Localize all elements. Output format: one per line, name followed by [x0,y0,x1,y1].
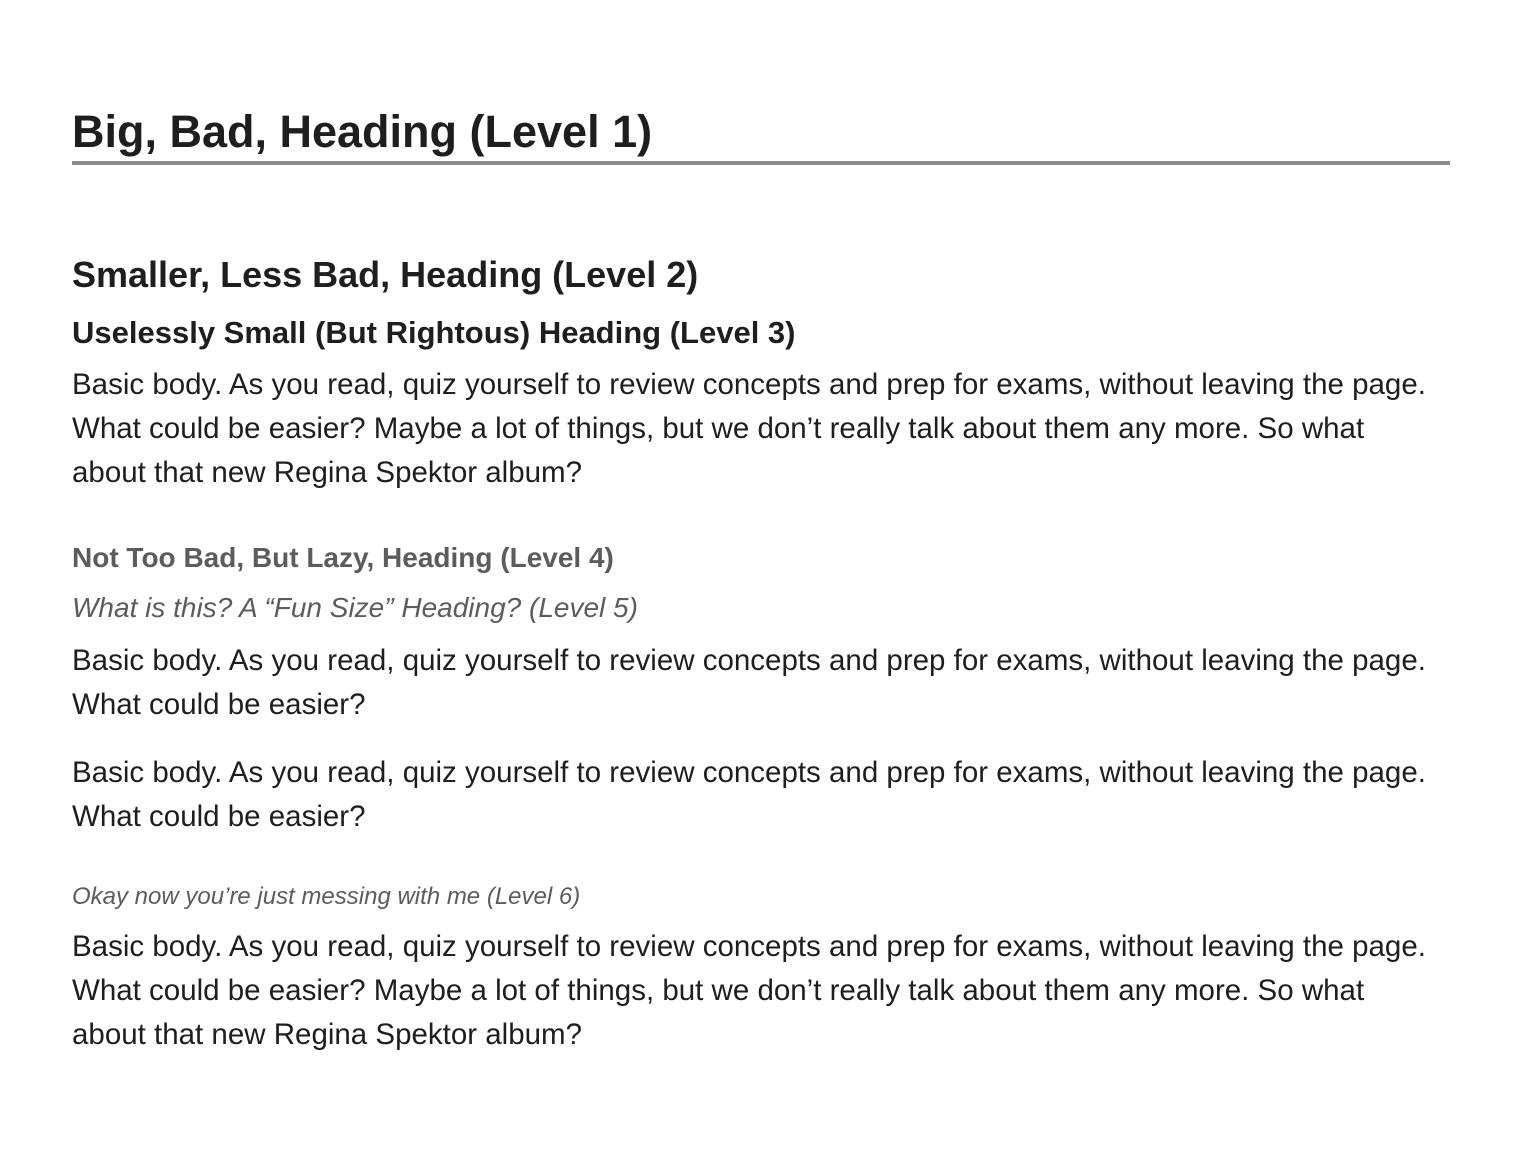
heading-level-4: Not Too Bad, But Lazy, Heading (Level 4) [72,542,614,573]
body-paragraph-1: Basic body. As you read, quiz yourself to review concepts and prep for exams, without leaving the page. What could be easier? Maybe a lot of things, but we don’t really talk about them any more. So what about that new Regina Spektor album? [72,368,1426,489]
heading-level-5: What is this? A “Fun Size” Heading? (Level 5) [72,592,638,623]
heading-level-6: Okay now you’re just messing with me (Level 6) [72,883,581,910]
heading-level-3: Uselessly Small (But Rightous) Heading (Level 3) [72,315,796,350]
heading-level-2: Smaller, Less Bad, Heading (Level 2) [72,254,699,295]
body-paragraph-4: Basic body. As you read, quiz yourself to review concepts and prep for exams, without leaving the page. What could be easier? Maybe a lot of things, but we don’t really talk about them any more. So what about that new Regina Spektor album? [72,930,1426,1051]
heading-underline-divider [72,161,1450,165]
heading-level-1: Big, Bad, Heading (Level 1) [72,106,653,157]
body-paragraph-3: Basic body. As you read, quiz yourself to review concepts and prep for exams, without leaving the page. What could be easier? [72,756,1426,833]
body-paragraph-2: Basic body. As you read, quiz yourself to review concepts and prep for exams, without leaving the page. What could be easier? [72,644,1426,721]
